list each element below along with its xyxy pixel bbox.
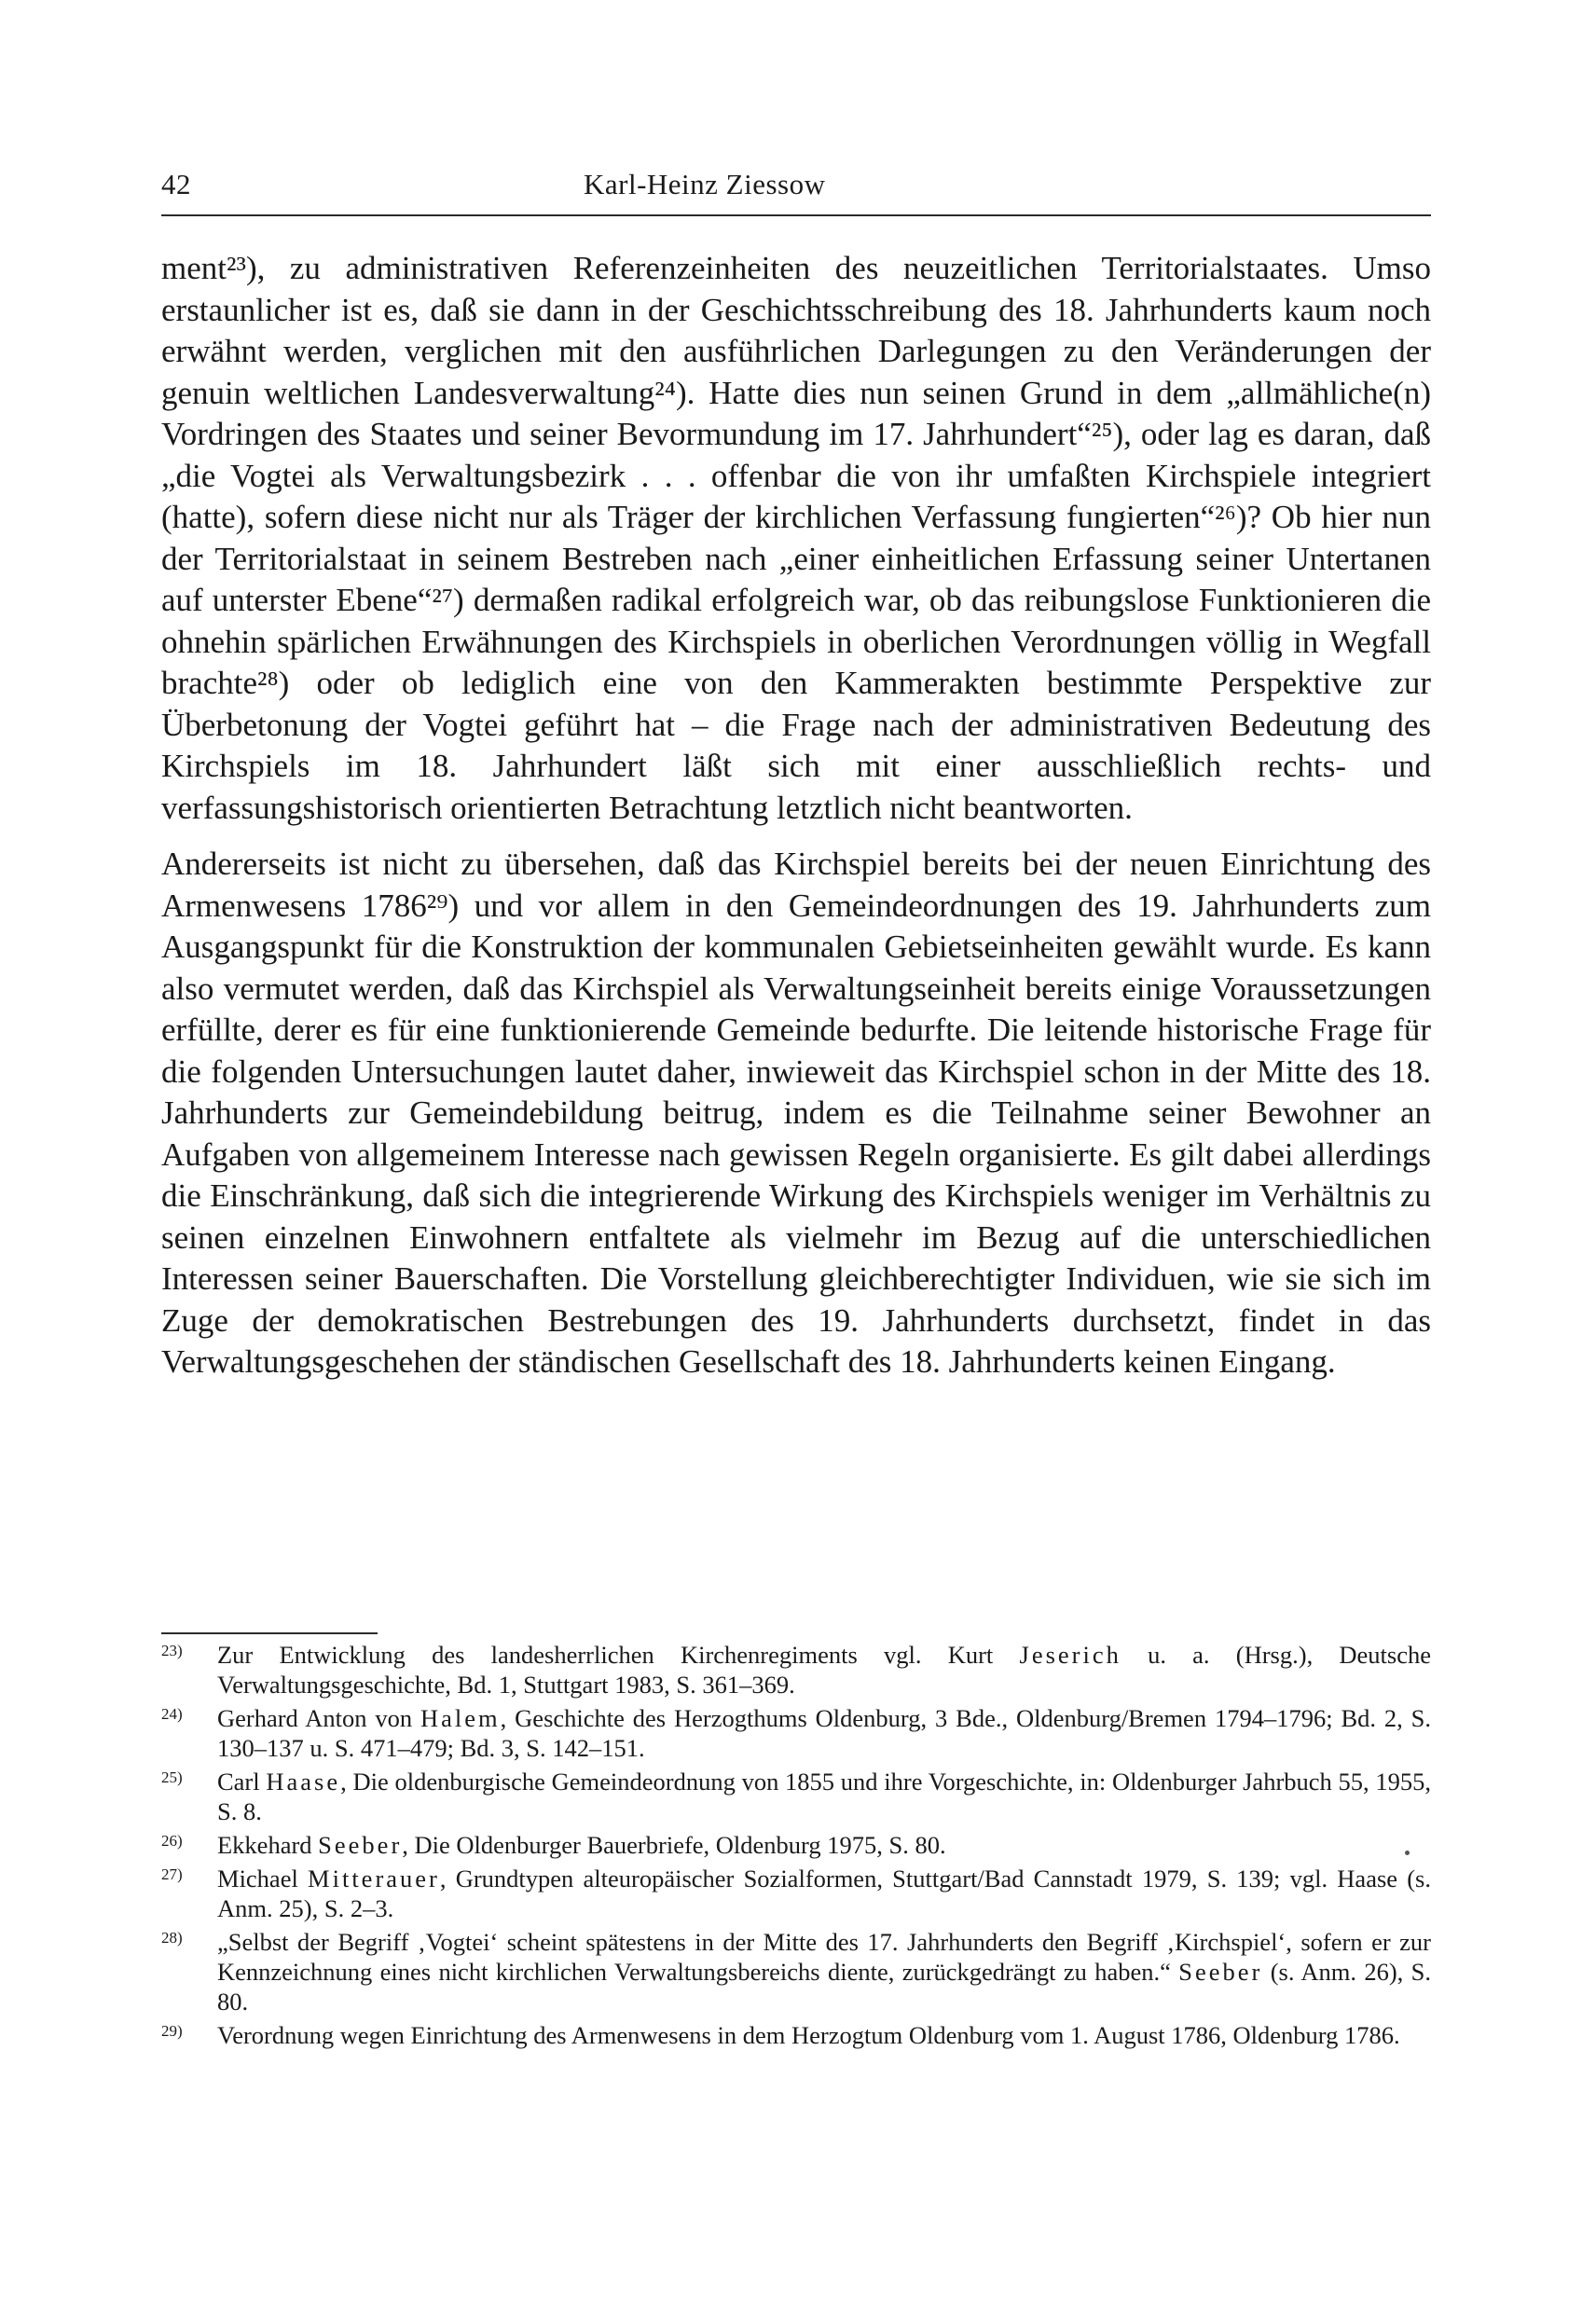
footnote-marker: 29) bbox=[161, 2022, 183, 2040]
footnote-24 bbox=[161, 1703, 1431, 1763]
footnote-text: Zur Entwicklung des landesherrlichen Kirchenregiments vgl. Kurt bbox=[217, 1641, 1020, 1669]
footnote-marker: 26) bbox=[161, 1832, 183, 1850]
footnote-text: (s. Anm. 26), S. 80. bbox=[217, 1958, 1431, 2016]
footnote-text: Ekkehard bbox=[217, 1831, 319, 1859]
paragraph-2: Andererseits ist nicht zu übersehen, daß das Kirchspiel bereits bei der neuen Einrichtung des Armenwesens 1786²⁹) und vor allem in den Gemeindeordnungen des 19. Jahrhunderts zum Ausgangspunkt für die Konstruktion der kommunalen Gebietseinheiten gewählt wurde. Es kann also vermutet werden, daß das Kirchspiel als Verwaltungseinheit bereits einige Voraussetzungen erfüllte, derer es für eine funktionierende Gemeinde bedurfte. Die leitende historische Frage für die folgenden Untersuchungen lautet daher, inwieweit das Kirchspiel schon in der Mitte des 18. Jahrhunderts zur Gemeindebildung beitrug, indem es die Teilnahme seiner Bewohner an Aufgaben von allgemeinem Interesse nach gewissen Regeln organisierte. Es gilt dabei allerdings die Einschränkung, daß sich die integrierende Wirkung des Kirchspiels weniger im Verhältnis zu seinen einzelnen Einwohnern entfaltete als vielmehr im Bezug auf die unterschiedlichen Interessen seiner Bauerschaften. Die Vorstellung gleichberechtigter Individuen, wie sie sich im Zuge der demokratischen Bestrebungen des 19. Jahrhunderts durchsetzt, findet in das Verwaltungsgeschehen der ständischen Gesellschaft des 18. Jahrhunderts keinen Eingang. bbox=[161, 846, 1431, 1380]
footnote-29 bbox=[161, 2020, 1431, 2050]
footnote-26 bbox=[161, 1830, 1431, 1860]
page-header bbox=[161, 158, 1431, 216]
footnote-author: Seeber bbox=[1178, 1958, 1263, 1986]
scan-speck bbox=[1405, 1851, 1410, 1855]
footnote-23 bbox=[161, 1640, 1431, 1700]
footnotes bbox=[161, 1640, 1431, 2054]
footnote-marker: 24) bbox=[161, 1705, 183, 1723]
footnote-author: Haase bbox=[266, 1768, 341, 1796]
footnote-text: Verordnung wegen Einrichtung des Armenwesens in dem Herzogtum Oldenburg vom 1. August 1786, Oldenburg 1786. bbox=[217, 2021, 1400, 2049]
footnote-separator bbox=[161, 1632, 378, 1634]
footnote-28 bbox=[161, 1927, 1431, 2016]
footnote-text: Carl bbox=[217, 1768, 267, 1796]
footnote-author: Mitterauer bbox=[308, 1865, 440, 1892]
footnote-marker: 23) bbox=[161, 1642, 183, 1659]
footnote-marker: 27) bbox=[161, 1865, 183, 1883]
paragraph-1: ment²³), zu administrativen Referenzeinheiten des neuzeitlichen Territorialstaates. Umso erstaunlicher ist es, daß sie dann in der Geschichtsschreibung des 18. Jahrhunderts kaum noch erwähnt werden, verglichen mit den ausführlichen Darlegungen zu den Veränderungen der genuin weltlichen Landesverwaltung²⁴). Hatte dies nun seinen Grund in dem „allmähliche(n) Vordringen des Staates und seiner Bevormundung im 17. Jahrhundert“²⁵), oder lag es daran, daß „die Vogtei als Verwaltungsbezirk . . . offenbar die von ihr umfaßten Kirchspiele integriert (hatte), sofern diese nicht nur als Träger der kirchlichen Verfassung fungierten“²⁶)? Ob hier nun der Territorialstaat in seinem Bestreben nach „einer einheitlichen Erfassung seiner Untertanen auf unterster Ebene“²⁷) dermaßen radikal erfolgreich war, ob das reibungslose Funktionieren die ohnehin spärlichen Erwähnungen des Kirchspiels in oberlichen Verordnungen völlig in Wegfall brachte²⁸) oder ob lediglich eine von den Kammerakten bestimmte Perspektive zur Überbetonung der Vogtei geführt hat – die Frage nach der administrativen Bedeutung des Kirchspiels im 18. Jahrhundert läßt sich mit einer ausschließlich rechts- und verfassungshistorisch orientierten Betrachtung letztlich nicht beantworten. bbox=[161, 250, 1431, 826]
footnote-text: Michael bbox=[217, 1865, 309, 1892]
footnote-marker: 25) bbox=[161, 1768, 183, 1786]
footnote-marker: 28) bbox=[161, 1929, 183, 1947]
main-text bbox=[161, 248, 1431, 1383]
footnote-text: , Die Oldenburger Bauerbriefe, Oldenburg 1975, S. 80. bbox=[402, 1831, 946, 1859]
footnote-text: , Geschichte des Herzogthums Oldenburg, 3 Bde., Oldenburg/Bremen 1794–1796; Bd. 2, S. 130–137 u. S. 471–479; Bd. 3, S. 142–151. bbox=[217, 1704, 1432, 1762]
footnote-27 bbox=[161, 1864, 1431, 1923]
running-head-author: Karl-Heinz Ziessow bbox=[584, 168, 826, 200]
footnote-text: Gerhard Anton von bbox=[217, 1704, 421, 1732]
footnote-author: Jeserich bbox=[1019, 1641, 1121, 1669]
page-number: 42 bbox=[161, 168, 191, 200]
footnote-text: u. a. (Hrsg.), Deutsche Verwaltungsgeschichte, Bd. 1, Stuttgart 1983, S. 361–369. bbox=[217, 1641, 1432, 1699]
footnote-author: Halem bbox=[420, 1704, 501, 1732]
footnote-text: „Selbst der Begriff ‚Vogtei‘ scheint spätestens in der Mitte des 17. Jahrhunderts den Begriff ‚Kirchspiel‘, sofern er zur Kennzeichnung eines nicht kirchlichen Verwaltungsbereichs diente, zurückgedrängt zu haben.“ bbox=[217, 1928, 1431, 1986]
footnote-text: , Die oldenburgische Gemeindeordnung von 1855 und ihre Vorgeschichte, in: Oldenburger Jahrbuch 55, 1955, S. 8. bbox=[217, 1768, 1432, 1825]
footnote-author: Seeber bbox=[318, 1831, 403, 1859]
footnote-text: , Grundtypen alteuropäischer Sozialformen, Stuttgart/Bad Cannstadt 1979, S. 139; vgl. Haase (s. Anm. 25), S. 2–3. bbox=[217, 1865, 1431, 1922]
footnote-25 bbox=[161, 1767, 1431, 1826]
